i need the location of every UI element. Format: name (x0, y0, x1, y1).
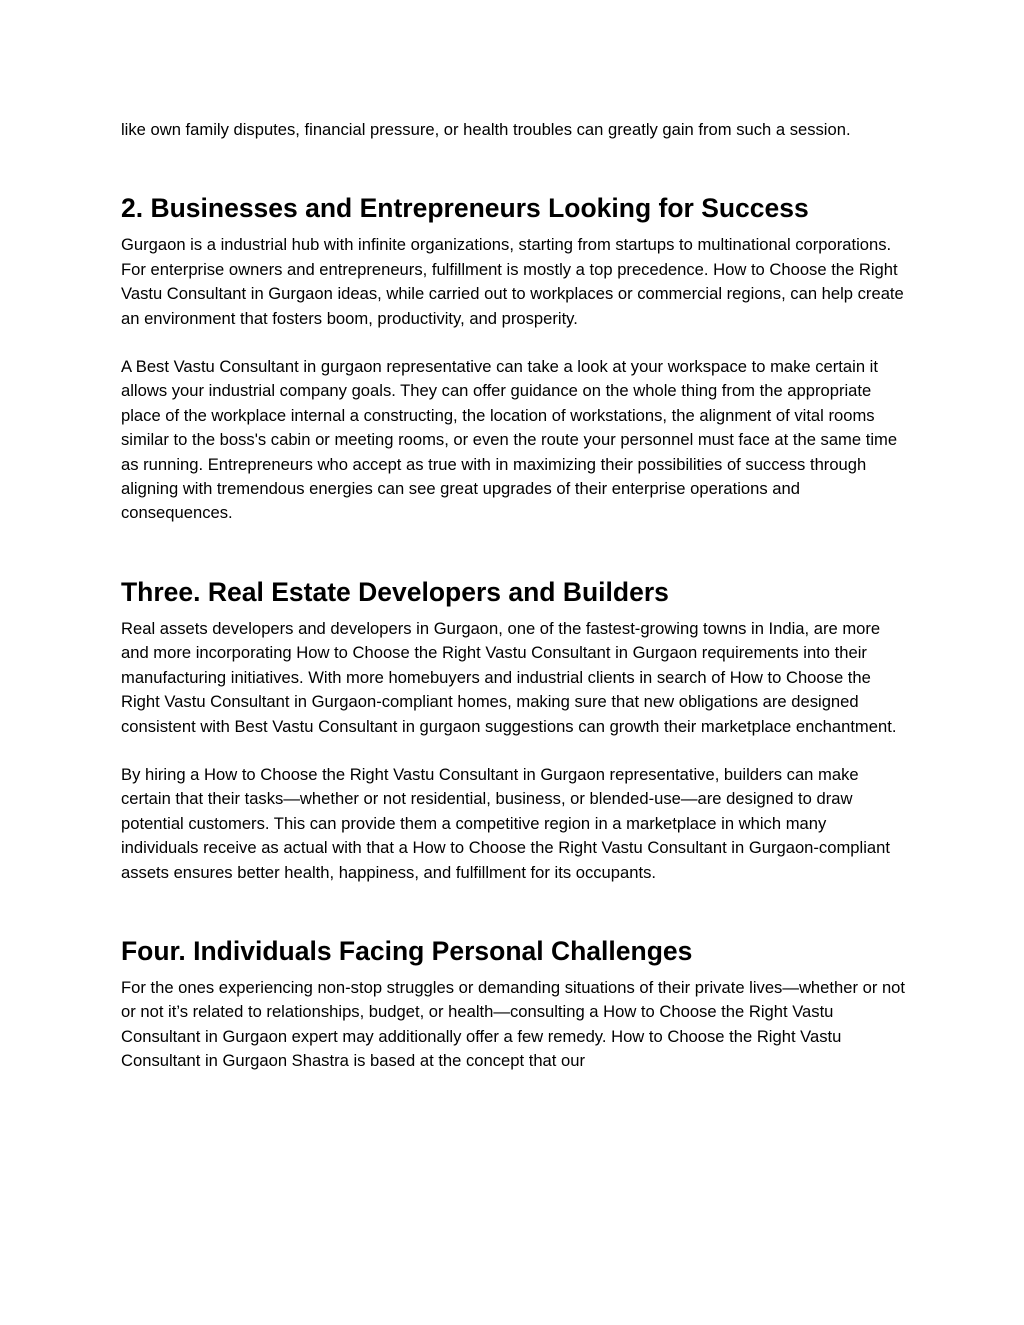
businesses-paragraph-1: Gurgaon is a industrial hub with infinite organizations, starting from startups to multinational corporations. For enterprise owners and entrepreneurs, fulfillment is mostly a top precedence. How to Choose the Right Vastu Consultant in Gurgaon ideas, while carried out to workplaces or commercial regions, can help create an environment that fosters boom, productivity, and prosperity. (121, 235, 904, 328)
real-estate-paragraph-1: Real assets developers and developers in Gurgaon, one of the fastest-growing towns in India, are more and more incorporating How to Choose the Right Vastu Consultant in Gurgaon requirements into their manufacturing initiatives. With more homebuyers and industrial clients in search of How to Choose the Right Vastu Consultant in Gurgaon-compliant homes, making sure that new obligations are designed consistent with Best Vastu Consultant in gurgaon suggestions can growth their marketplace enchantment. (121, 618, 897, 736)
section-heading-businesses: 2. Businesses and Entrepreneurs Looking for Success (121, 193, 809, 224)
real-estate-paragraph-2: By hiring a How to Choose the Right Vastu Consultant in Gurgaon representative, builders can make certain that their tasks—whether or not residential, business, or blended-use—are designed to draw potential customers. This can provide them a competitive region in a marketplace in which many individuals receive as actual with that a How to Choose the Right Vastu Consultant in Gurgaon-compliant assets ensures better health, happiness, and fulfillment for its occupants. (121, 764, 890, 882)
businesses-paragraph-2: A Best Vastu Consultant in gurgaon representative can take a look at your workspace to make certain it allows your industrial company goals. They can offer guidance on the whole thing from the appropriate place of the workplace internal a constructing, the location of workstations, the alignment of vital rooms similar to the boss's cabin or meeting rooms, or even the route your personnel must face at the same time as running. Entrepreneurs who accept as true with in maximizing their possibilities of success through aligning with tremendous energies can see great upgrades of their enterprise operations and consequences. (121, 357, 898, 523)
section-heading-real-estate: Three. Real Estate Developers and Builders (121, 576, 669, 607)
intro-paragraph: like own family disputes, financial pressure, or health troubles can greatly gain from such a session. (121, 120, 851, 139)
document-page (121, 118, 906, 1074)
individuals-paragraph-1: For the ones experiencing non-stop struggles or demanding situations of their private lives—whether or not or not it’s related to relationships, budget, or health—consulting a How to Choose the Right Vastu Consultant in Gurgaon expert may additionally offer a few remedy. How to Choose the Right Vastu Consultant in Gurgaon Shastra is based at the concept that our (121, 977, 906, 1071)
section-heading-individuals: Four. Individuals Facing Personal Challenges (121, 935, 693, 966)
